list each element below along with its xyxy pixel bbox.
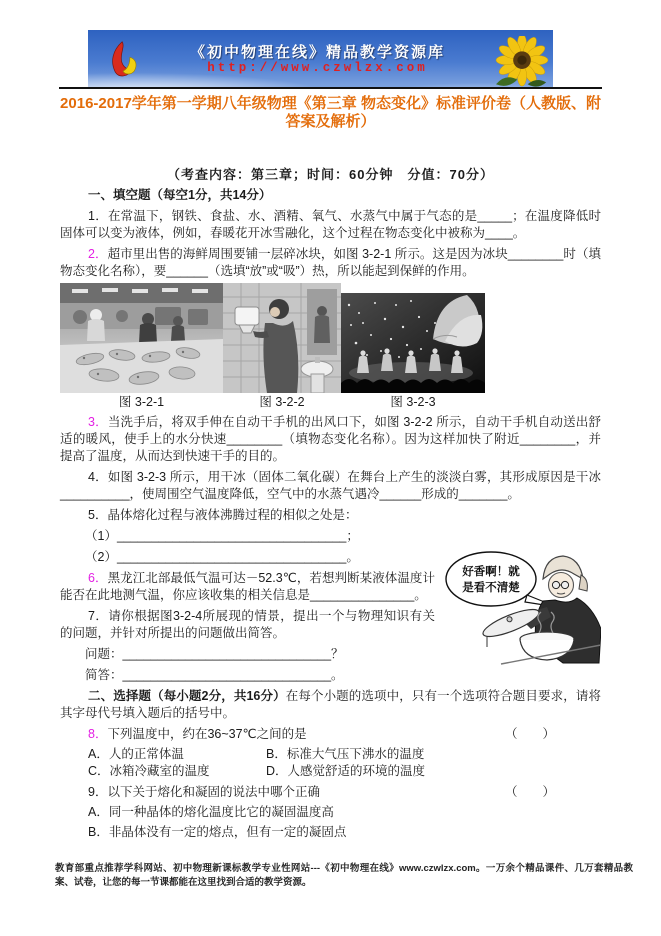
question-1 bbox=[60, 208, 601, 242]
question-6-number: 6． bbox=[88, 571, 108, 585]
question-8 bbox=[60, 726, 601, 743]
question-8-option-d: D．人感觉舒适的环境的温度 bbox=[266, 764, 426, 778]
section1-heading: 一、填空题（每空1分，共14分） bbox=[88, 188, 272, 202]
question-5-text: 晶体熔化过程与液体沸腾过程的相似之处是： bbox=[107, 508, 358, 522]
sunflower-icon bbox=[493, 36, 551, 88]
bubble-text-line2: 是看不清楚 bbox=[462, 582, 520, 594]
section2-heading-bold: 二、选择题（每小题2分，共16分） bbox=[88, 689, 286, 703]
site-banner bbox=[88, 30, 553, 88]
question-9-option-b: B．非晶体没有一定的熔点，但有一定的凝固点 bbox=[88, 825, 347, 839]
question-3 bbox=[60, 414, 601, 465]
question-3-text: 当洗手后，将双手伸在自动干手机的出风口下，如图 3-2-2 所示，自动干手机自动送出舒适的暖风，使手上的水分快速________（填物态变化名称）。因为这样加快了附近________，并提高了温度，从而达到快速干手的目的。 bbox=[60, 415, 601, 463]
figure-3-2-2-caption: 图 3-2-2 bbox=[259, 395, 305, 409]
question-2 bbox=[60, 246, 601, 280]
bubble-text-line1: 好香啊！就 bbox=[462, 566, 520, 578]
question-8-option-c: C．冰箱冷藏室的温度 bbox=[88, 764, 210, 778]
question-9-answer-bracket: （ ） bbox=[504, 785, 555, 799]
question-4-text: 如图 3-2-3 所示，用干冰（固体二氧化碳）在舞台上产生的淡淡白雾，其形成原因是干冰__________，使周围空气温度降低，空气中的水蒸气遇冷______形成的_______。 bbox=[60, 470, 601, 501]
exam-info-line: （考查内容：第三章；时间：60分钟 分值：70分） bbox=[167, 167, 494, 182]
pot-lid-cartoon bbox=[443, 545, 601, 665]
question-9-number: 9． bbox=[88, 785, 108, 799]
question-9-text: 以下关于熔化和凝固的说法中哪个正确 bbox=[107, 785, 320, 799]
banner-text-block bbox=[142, 44, 493, 76]
question-9-option-a: A．同一种晶体的熔化温度比它的凝固温度高 bbox=[88, 805, 334, 819]
question-3-number: 3． bbox=[88, 415, 108, 429]
banner-site-url: http://www.czwlzx.com bbox=[207, 61, 428, 76]
question-8-options bbox=[60, 746, 601, 780]
document-body bbox=[60, 93, 601, 841]
question-5-number: 5． bbox=[88, 508, 108, 522]
question-5-item-1: （1）_________________________________； bbox=[85, 529, 359, 543]
banner-site-title: 《初中物理在线》精品教学资源库 bbox=[189, 44, 445, 62]
question-9-options bbox=[60, 804, 601, 841]
section2-heading-rest: 在每个小题的选项中，只有一个选项符合题目要求，请将其字母代号填入题后的括号中。 bbox=[60, 689, 601, 720]
supermarket-seafood-photo bbox=[60, 283, 223, 393]
question-1-text: 在常温下，钢铁、食盐、水、酒精、氧气、水蒸气中属于气态的是_____；在温度降低时固体可以变为液体，例如，春暖花开冰雪融化，这个过程在物态变化中被称为____。 bbox=[60, 209, 602, 240]
figure-3-2-3-caption: 图 3-2-3 bbox=[390, 395, 436, 409]
figure-3-2-1 bbox=[60, 283, 223, 410]
question-7-answer-line: 简答：______________________________。 bbox=[85, 668, 344, 682]
section2-heading bbox=[60, 688, 601, 722]
question-8-text: 下列温度中，约在36~37℃之间的是 bbox=[107, 727, 307, 741]
question-6-text: 黑龙江北部最低气温可达－52.3℃，若想判断某液体温度计能否在此地测气温，你应该收集的相关信息是_______________。 bbox=[60, 571, 435, 602]
question-8-answer-bracket: （ ） bbox=[504, 727, 555, 741]
question-9 bbox=[60, 784, 601, 801]
stage-fog-photo bbox=[341, 293, 485, 393]
question-5-item-2: （2）_________________________________。 bbox=[85, 550, 359, 564]
figure-3-2-1-caption: 图 3-2-1 bbox=[118, 395, 165, 409]
site-logo-icon bbox=[104, 37, 142, 81]
question-1-number: 1． bbox=[88, 209, 108, 223]
figure-3-2-2 bbox=[223, 283, 341, 410]
question-8-number: 8． bbox=[88, 727, 108, 741]
hand-dryer-photo bbox=[223, 283, 341, 393]
question-7-number: 7． bbox=[88, 609, 109, 623]
page-footer-note: 教育部重点推荐学科网站、初中物理新课标教学专业性网站---《初中物理在线》www.czwlzx.com。一万余个精品课件、几万套精品教案、试卷，让您的每一节课都能在这里找到合适的教学资源。 bbox=[55, 863, 633, 888]
question-7-question-line: 问题：______________________________？ bbox=[85, 647, 344, 661]
question-5 bbox=[60, 507, 601, 524]
question-4 bbox=[60, 469, 601, 503]
figure-3-2-3 bbox=[341, 293, 485, 410]
figure-3-2-4 bbox=[443, 545, 601, 665]
question-8-option-a: A．人的正常体温 bbox=[88, 747, 184, 761]
banner-divider-line bbox=[59, 87, 602, 89]
question-2-number: 2． bbox=[88, 247, 108, 261]
document-title: 2016-2017学年第一学期八年级物理《第三章 物态变化》标准评价卷（人教版、附答案及解析） bbox=[60, 95, 601, 130]
question-8-option-b: B．标准大气压下沸水的温度 bbox=[266, 747, 425, 761]
question-4-number: 4． bbox=[88, 470, 108, 484]
figure-row bbox=[60, 283, 601, 410]
question-2-text: 超市里出售的海鲜周围要铺一层碎冰块，如图 3-2-1 所示。这是因为冰块________时（填物态变化名称），要______（选填“放”或“吸”）热，所以能起到保鲜的作用。 bbox=[60, 247, 602, 278]
question-7-text: 请你根据图3-2-4所展现的情景，提出一个与物理知识有关的问题，并针对所提出的问题做出简答。 bbox=[60, 609, 436, 640]
